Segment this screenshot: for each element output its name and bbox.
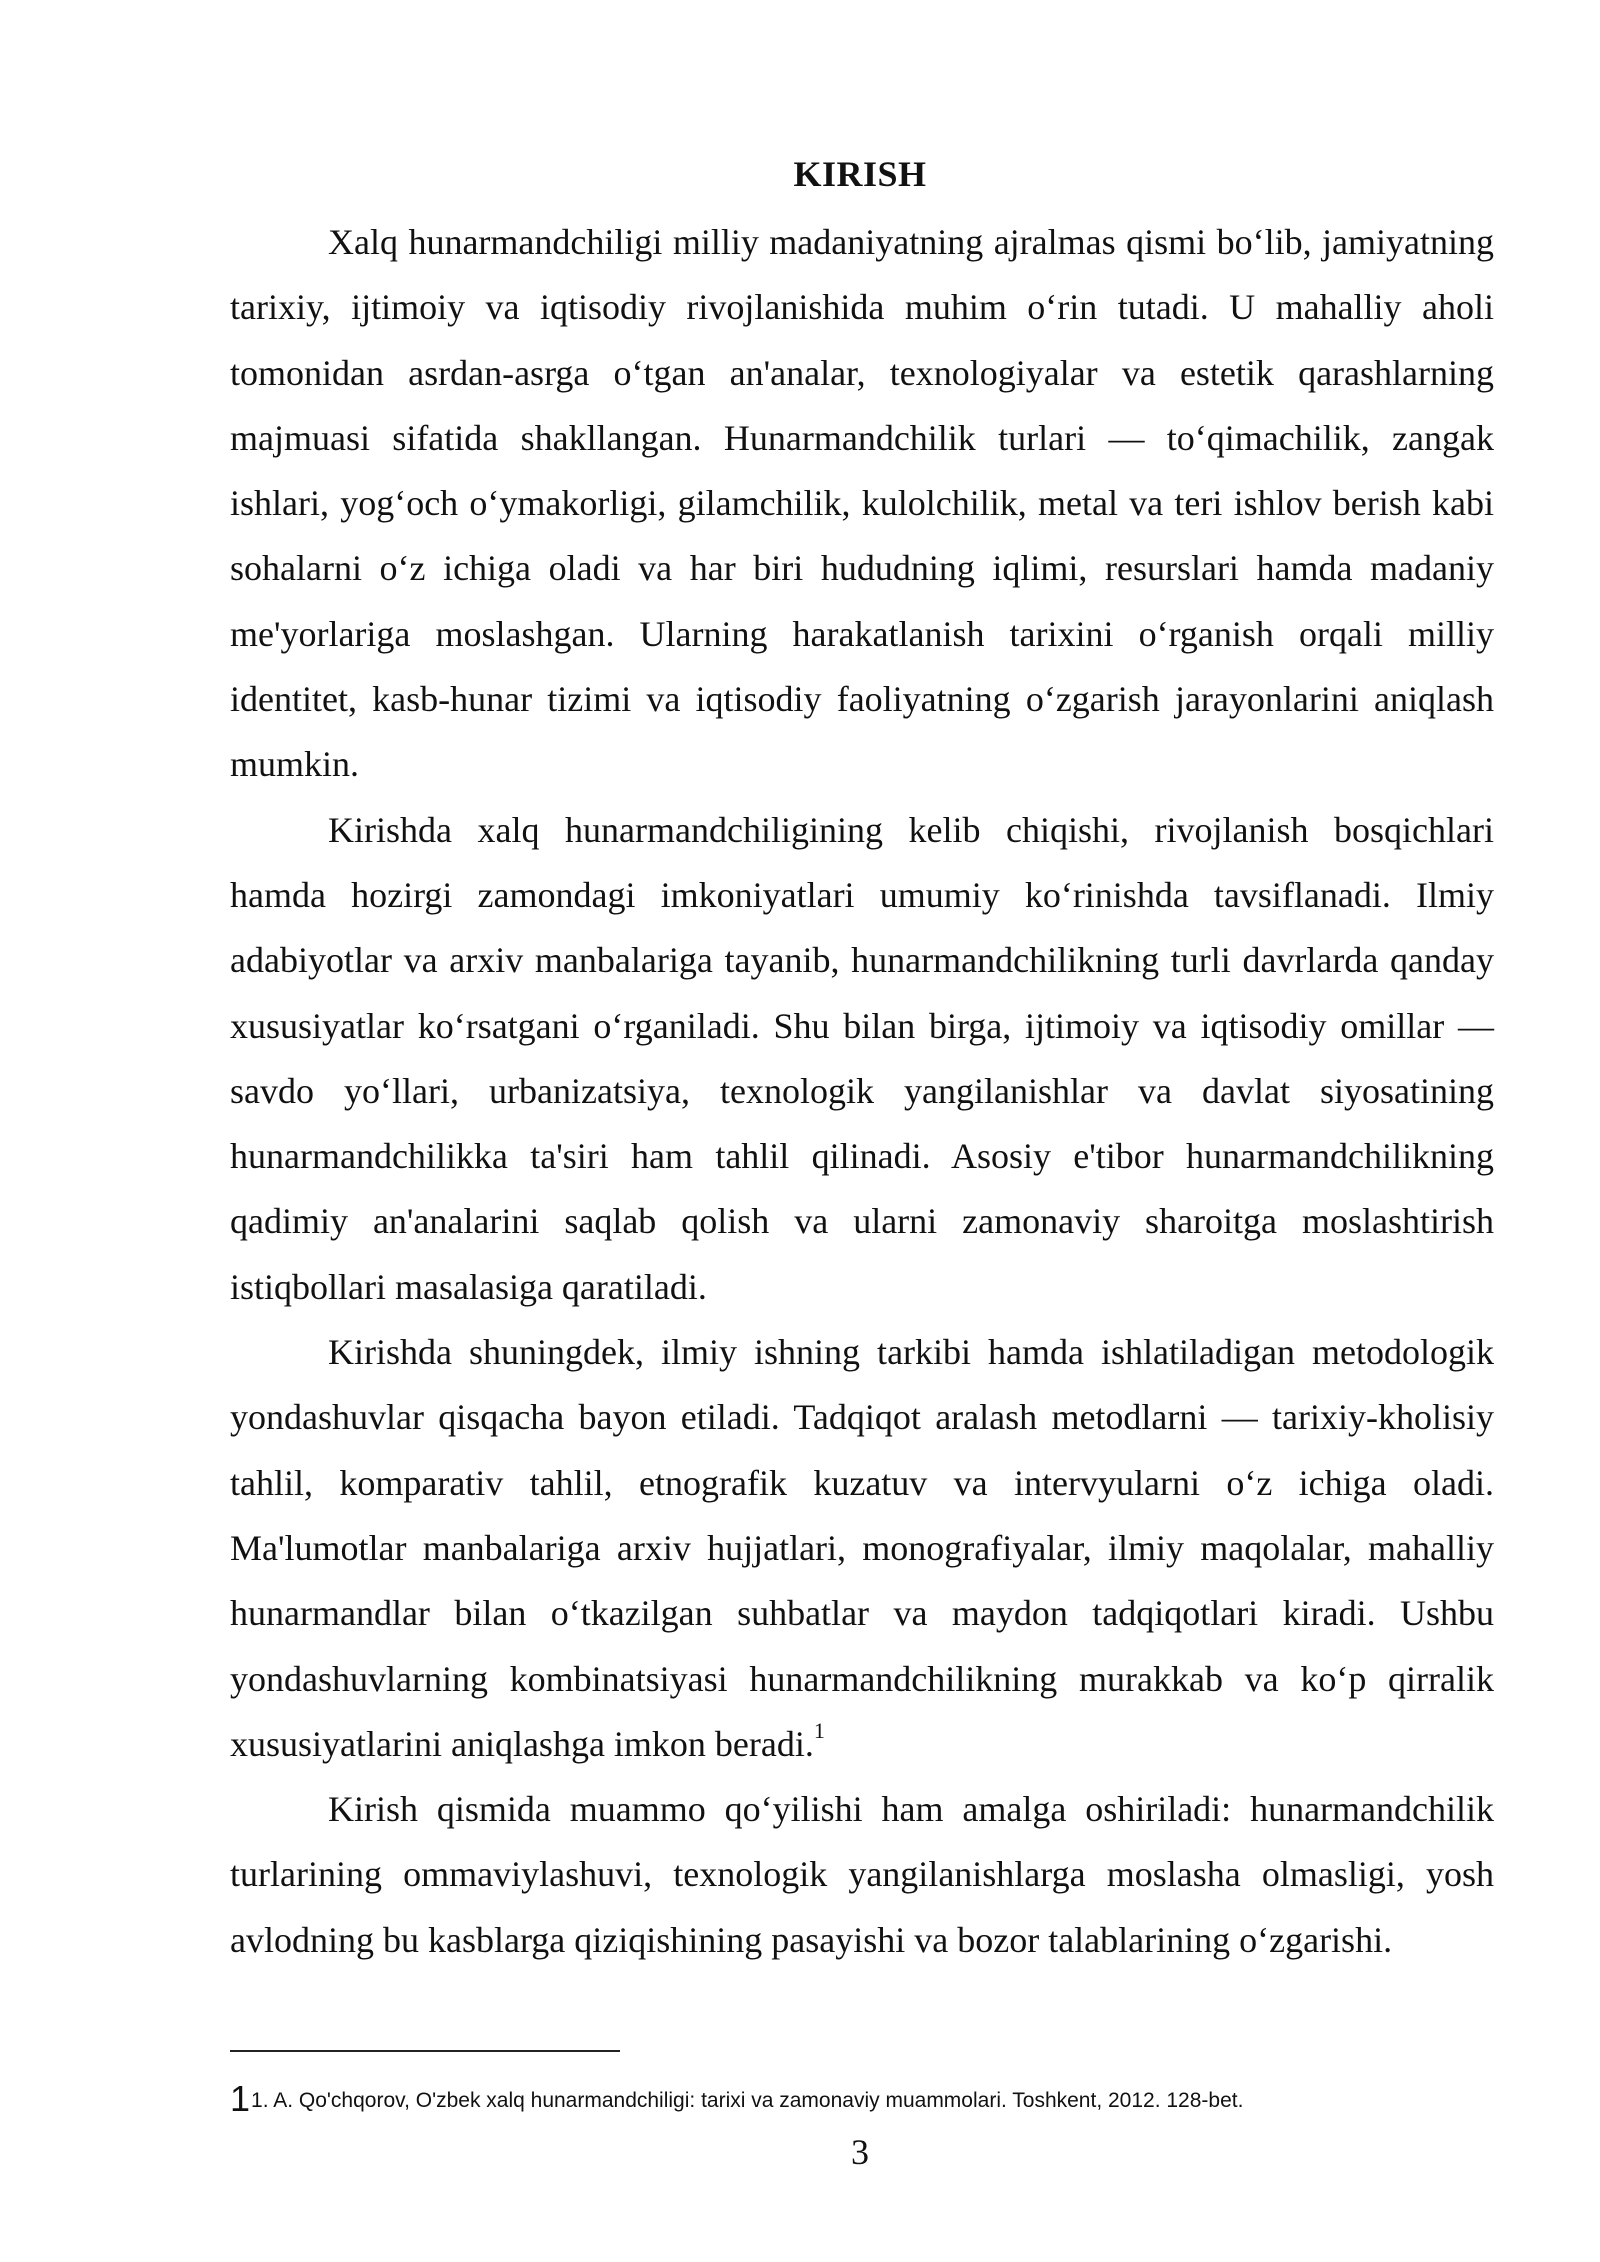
paragraph-2-text: Kirishda xalq hunarmandchiligining kelib chiqishi, rivojlanish bosqichlari hamda hozirgi zamondagi imkoniyatlari umumiy ko‘rinishda tavsiflanadi. Ilmiy adabiyotlar va arxiv manbalariga tayanib, hunarmandchilikning turli davrlarda qanday xususiyatlar ko‘rsatgani o‘rganiladi. Shu bilan birga, ijtimoiy va iqtisodiy omillar — savdo yo‘llari, urbanizatsiya, texnologik yangilanishlar va davlat siyosatining hunarmandchilikka ta'siri ham tahlil qilinadi. Asosiy e'tibor hunarmandchilikning qadimiy an'analarini saqlab qolish va ularni zamonaviy sharoitga moslashtirish istiqbollari masalasiga qaratiladi. — [230, 809, 1494, 1307]
footnote-reference[interactable]: 1 — [813, 1717, 825, 1743]
paragraph-4 — [230, 1777, 1494, 1973]
paragraph-1-text: Xalq hunarmandchiligi milliy madaniyatning ajralmas qismi bo‘lib, jamiyatning tarixiy, ijtimoiy va iqtisodiy rivojlanishida muhim o‘rin tutadi. U mahalliy aholi tomonidan asrdan-asrga o‘tgan an'analar, texnologiyalar va estetik qarashlarning majmuasi sifatida shakllangan. Hunarmandchilik turlari — to‘qimachilik, zangak ishlari, yog‘och o‘ymakorligi, gilamchilik, kulolchilik, metal va teri ishlov berish kabi sohalarni o‘z ichiga oladi va har biri hududning iqlimi, resurslari hamda madaniy me'yorlariga moslashgan. Ularning harakatlanish tarixini o‘rganish orqali milliy identitet, kasb-hunar tizimi va iqtisodiy faoliyatning o‘zgarish jarayonlarini aniqlash mumkin. — [230, 222, 1494, 785]
paragraph-4-text: Kirish qismida muammo qo‘yilishi ham amalga oshiriladi: hunarmandchilik turlarining ommaviylashuvi, texnologik yangilanishlarga moslasha olmasligi, yosh avlodning bu kasblarga qiziqishining pasayishi va bozor talablarining o‘zgarishi. — [230, 1789, 1494, 1960]
paragraph-2 — [230, 798, 1494, 1320]
paragraph-3-text: Kirishda shuningdek, ilmiy ishning tarkibi hamda ishlatiladigan metodologik yondashuvlar qisqacha bayon etiladi. Tadqiqot aralash metodlarni — tarixiy-kholisiy tahlil, komparativ tahlil, etnografik kuzatuv va intervyularni o‘z ichiga oladi. Ma'lumotlar manbalariga arxiv hujjatlari, monografiyalar, ilmiy maqolalar, mahalliy hunarmandlar bilan o‘tkazilgan suhbatlar va maydon tadqiqotlari kiradi. Ushbu yondashuvlarning kombinatsiyasi hunarmandchilikning murakkab va ko‘p qirralik xususiyatlarini aniqlashga imkon beradi. — [230, 1332, 1494, 1764]
body-text — [230, 210, 1494, 1973]
footnote — [230, 2078, 1530, 2119]
section-title: KIRISH — [793, 154, 927, 194]
paragraph-3 — [230, 1320, 1494, 1777]
footnote-marker: 1 — [230, 2078, 251, 2119]
footnote-separator — [230, 2050, 620, 2052]
page-number: 3 — [851, 2132, 869, 2172]
paragraph-1 — [230, 210, 1494, 798]
footnote-text: 1. A. Qo'chqorov, O'zbek xalq hunarmandchiligi: tarixi va zamonaviy muammolari. Toshkent, 2012. 128-bet. — [251, 2089, 1244, 2112]
